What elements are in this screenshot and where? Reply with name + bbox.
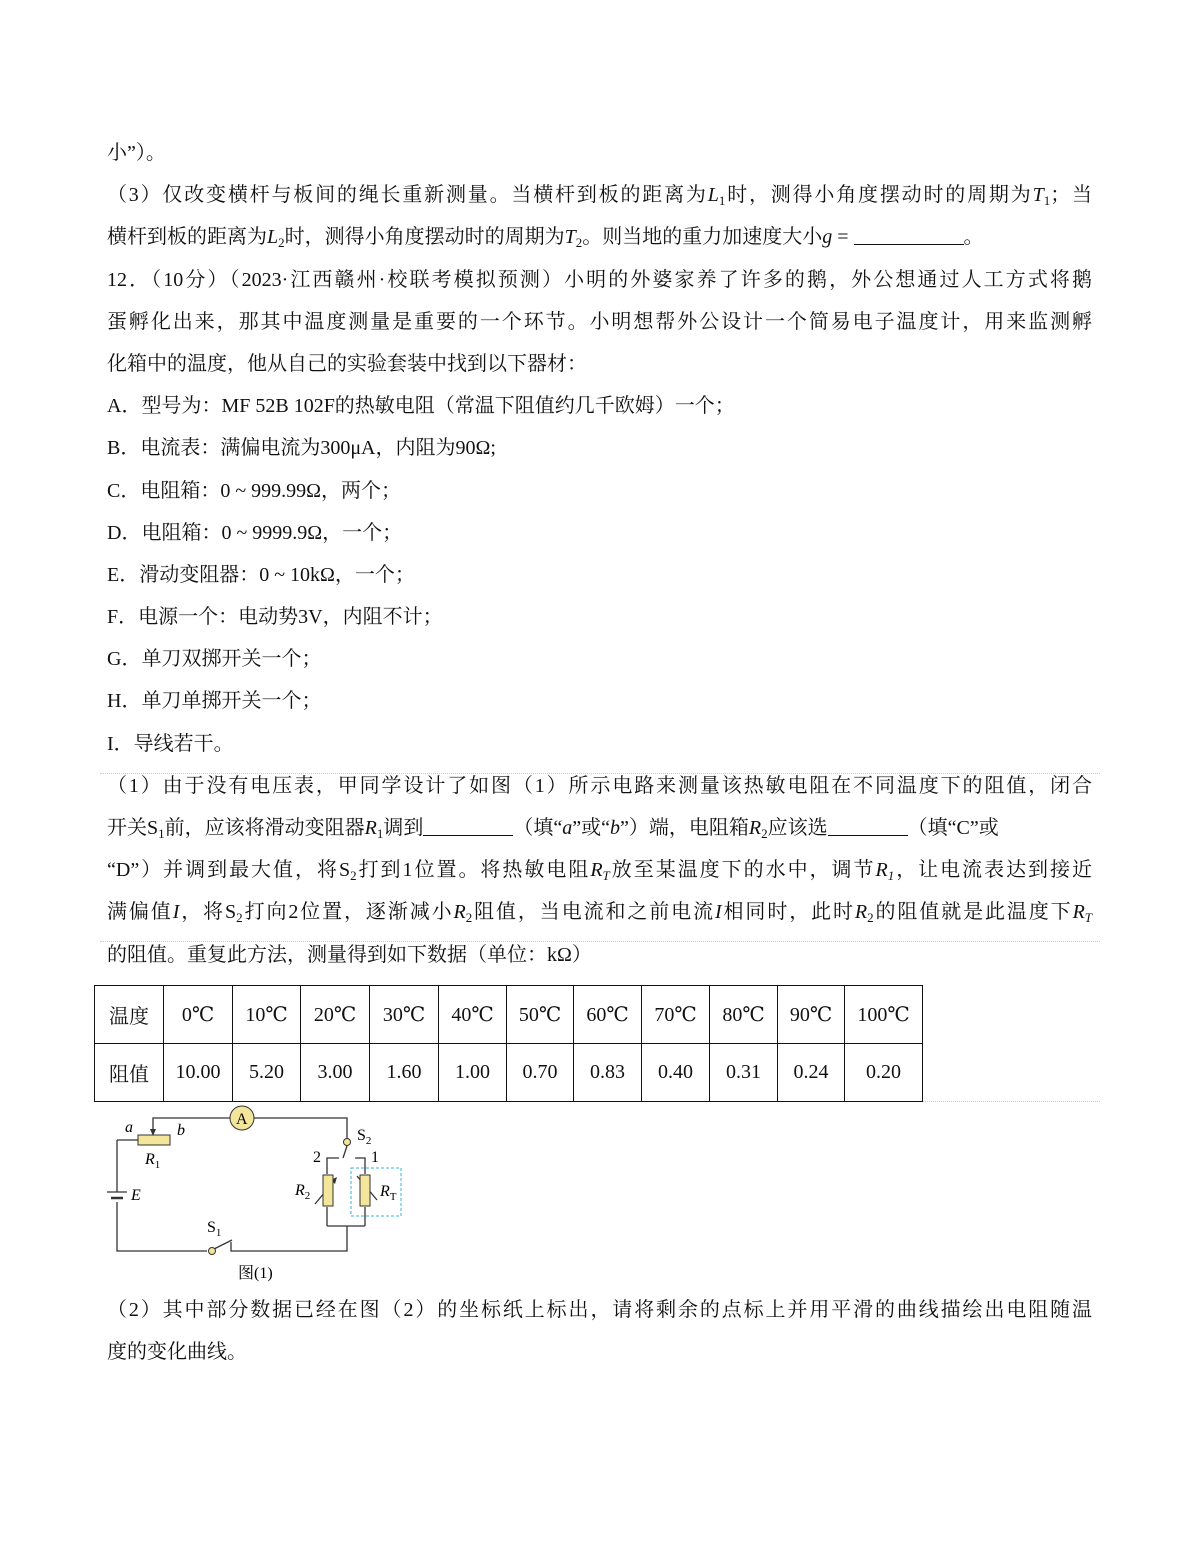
text-segment: ，将S (179, 901, 237, 924)
text-segment: R (1072, 901, 1085, 924)
text-segment: G．单刀双掷开关一个； (107, 648, 322, 671)
figure-caption: 图(1) (238, 1265, 273, 1282)
text-segment: R (364, 817, 377, 839)
subscript: 2 (465, 910, 473, 926)
table-cell: 0.40 (642, 1044, 710, 1102)
table-cell: 1.00 (439, 1044, 507, 1102)
text-segment: （1）由于没有电压表，甲同学设计了如图（1）所示电路来测量该热敏电阻在不同温度下的阻值，闭合 (107, 774, 1092, 797)
answer-blank[interactable] (854, 226, 964, 245)
text-segment: 打向2位置，逐渐减小 (242, 901, 454, 924)
text-segment: C．电阻箱：0 ~ 999.99Ω，两个； (107, 479, 402, 502)
text-segment: T (564, 226, 576, 249)
text-segment: ，让电流表达到接近 (894, 859, 1093, 882)
text-line (107, 1331, 1092, 1373)
subscript: 2 (278, 235, 285, 251)
text-line (107, 216, 1092, 258)
table-cell: 10.00 (164, 1044, 233, 1102)
text-line (107, 807, 1092, 849)
text-segment: L (267, 226, 279, 249)
answer-blank[interactable] (828, 817, 908, 836)
table-cell: 5.20 (233, 1044, 301, 1102)
text-segment: a (562, 817, 573, 839)
subscript: 1 (887, 868, 895, 884)
text-segment: I (714, 901, 722, 924)
resistance-table (94, 985, 923, 1102)
text-segment: L (707, 184, 719, 207)
text-line (107, 934, 1092, 976)
table-cell: 0.31 (710, 1044, 778, 1102)
text-segment: ”）端，电阻箱 (620, 817, 749, 839)
text-segment: 小”）。 (107, 142, 166, 164)
text-line (107, 849, 1092, 891)
text-line (107, 512, 1092, 554)
row-header: 温度 (95, 986, 164, 1044)
text-segment: 调到 (383, 817, 424, 839)
answer-blank[interactable] (423, 817, 513, 836)
text-line (107, 596, 1092, 638)
thermistor-rt (360, 1175, 370, 1206)
text-line (107, 891, 1092, 933)
temperature-row (95, 986, 923, 1044)
text-segment: D．电阻箱：0 ~ 9999.9Ω，一个； (107, 521, 403, 544)
text-segment: 阻值，当电流和之前电流 (472, 901, 715, 924)
text-line (107, 343, 1092, 385)
text-segment: 放至某温度下的水中，调节 (609, 859, 876, 882)
subscript: T (602, 868, 610, 884)
text-segment: 。 (963, 226, 984, 249)
label-s1: $S_1$ (207, 1219, 222, 1239)
subscript: 2 (867, 910, 874, 926)
text-segment: 的阻值。重复此方法，测量得到如下数据（单位：kΩ） (107, 943, 592, 966)
text-segment: 开关S (107, 817, 159, 839)
label-position-2: 2 (313, 1149, 321, 1166)
rheostat-r1 (138, 1135, 170, 1145)
table-cell: 0.70 (507, 1044, 574, 1102)
text-segment: 相同时，此时 (721, 901, 855, 924)
table-cell: 0.83 (574, 1044, 642, 1102)
table-cell: 20℃ (301, 986, 370, 1044)
label-position-1: 1 (371, 1149, 379, 1166)
subscript: 2 (350, 868, 357, 884)
divider (100, 773, 1100, 774)
text-line (107, 554, 1092, 596)
label-r2: $R_2$ (295, 1182, 311, 1202)
subscript: 2 (761, 826, 768, 841)
text-segment: 蛋孵化出来，那其中温度测量是重要的一个环节。小明想帮外公设计一个简易电子温度计，用来监测孵 (107, 310, 1092, 333)
text-line (107, 638, 1092, 680)
text-segment: F．电源一个：电动势3V，内阻不计； (107, 606, 443, 629)
text-segment: 满偏值 (107, 901, 173, 924)
text-line (107, 259, 1092, 301)
text-segment: （3）仅改变横杆与板间的绳长重新测量。当横杆到板的距离为 (107, 184, 708, 207)
text-segment: ”或“ (572, 817, 610, 839)
text-line (107, 765, 1092, 807)
text-segment: T (1032, 184, 1044, 207)
table-cell: 70℃ (642, 986, 710, 1044)
text-line (107, 427, 1092, 469)
table-cell: 80℃ (710, 986, 778, 1044)
text-segment: （填“C”或 (907, 817, 999, 839)
text-line (107, 723, 1092, 765)
table-cell: 30℃ (370, 986, 439, 1044)
subscript: 2 (236, 910, 243, 926)
text-segment: B．电流表：满偏电流为300μA，内阻为90Ω; (107, 437, 496, 460)
label-r1: $R_1$ (145, 1151, 161, 1171)
text-segment: A．型号为：MF 52B 102F的热敏电阻（常温下阻值约几千欧姆）一个； (107, 395, 735, 418)
table-cell: 0℃ (164, 986, 233, 1044)
question-text-part2 (107, 1289, 1092, 1373)
text-segment: R (854, 901, 868, 924)
subscript: 1 (158, 826, 165, 841)
table-cell: 90℃ (778, 986, 845, 1044)
text-segment: 时，测得小角度摆动时的周期为 (725, 184, 1033, 207)
text-segment: = (832, 226, 854, 249)
text-segment: 度的变化曲线。 (107, 1341, 247, 1364)
table-cell: 40℃ (439, 986, 507, 1044)
text-line (107, 1289, 1092, 1331)
table-cell: 50℃ (507, 986, 574, 1044)
resistor-box-r2 (323, 1175, 333, 1206)
text-segment: R (453, 901, 466, 924)
text-segment: 12．（10分）（2023·江西赣州·校联考模拟预测）小明的外婆家养了许多的鹅，外公想通过人工方式将鹅 (107, 268, 1092, 291)
resistance-row (95, 1044, 923, 1102)
circuit-diagram (95, 1100, 415, 1290)
text-segment: I (172, 901, 180, 924)
text-segment: （2）其中部分数据已经在图（2）的坐标纸上标出，请将剩余的点标上并用平滑的曲线描绘出电阻随温 (107, 1299, 1092, 1321)
table-cell: 1.60 (370, 1044, 439, 1102)
table-cell: 60℃ (574, 986, 642, 1044)
text-segment: I．导线若干。 (107, 732, 234, 755)
text-segment: R (590, 859, 603, 882)
subscript: T (1084, 910, 1093, 926)
question-text (107, 132, 1092, 976)
ammeter-label: A (236, 1111, 248, 1128)
table-cell: 0.24 (778, 1044, 845, 1102)
text-segment: R (748, 817, 762, 839)
subscript: 1 (718, 193, 726, 209)
text-segment: g (822, 226, 833, 249)
text-segment: E．滑动变阻器：0 ~ 10kΩ，一个； (107, 563, 415, 586)
subscript: 1 (376, 826, 384, 841)
text-segment: 化箱中的温度，他从自己的实验套装中找到以下器材： (107, 352, 587, 375)
text-line (107, 301, 1092, 343)
text-segment: 横杆到板的距离为 (107, 226, 267, 249)
label-e: E (131, 1187, 141, 1204)
text-line (107, 385, 1092, 427)
label-rt: $R_T$ (380, 1183, 397, 1203)
divider (100, 941, 1100, 942)
label-b: b (177, 1122, 185, 1139)
row-header: 阻值 (95, 1044, 164, 1102)
text-segment: H．单刀单掷开关一个； (107, 690, 322, 713)
table-cell: 3.00 (301, 1044, 370, 1102)
table-cell: 10℃ (233, 986, 301, 1044)
text-segment: 应该选 (767, 817, 828, 839)
text-segment: 前，应该将滑动变阻器 (164, 817, 365, 839)
text-segment: b (610, 817, 620, 839)
text-segment: 时，测得小角度摆动时的周期为 (284, 226, 565, 249)
text-segment: ；当 (1050, 184, 1092, 207)
text-segment: 。则当地的重力加速度大小 (582, 226, 823, 249)
text-segment: “D”）并调到最大值，将S (107, 859, 351, 882)
text-segment: 的阻值就是此温度下 (873, 901, 1073, 924)
text-segment: 打到1位置。将热敏电阻 (356, 859, 591, 882)
text-segment: （填“ (513, 817, 563, 839)
text-segment: R (875, 859, 888, 882)
table-cell: 0.20 (845, 1044, 923, 1102)
label-a: a (125, 1119, 133, 1136)
subscript: 2 (575, 235, 583, 251)
text-line (107, 174, 1092, 216)
subscript: 1 (1043, 193, 1051, 209)
text-line (107, 680, 1092, 722)
text-line (107, 470, 1092, 512)
text-line (107, 132, 1092, 174)
label-s2: $S_2$ (357, 1127, 372, 1147)
table-cell: 100℃ (845, 986, 923, 1044)
